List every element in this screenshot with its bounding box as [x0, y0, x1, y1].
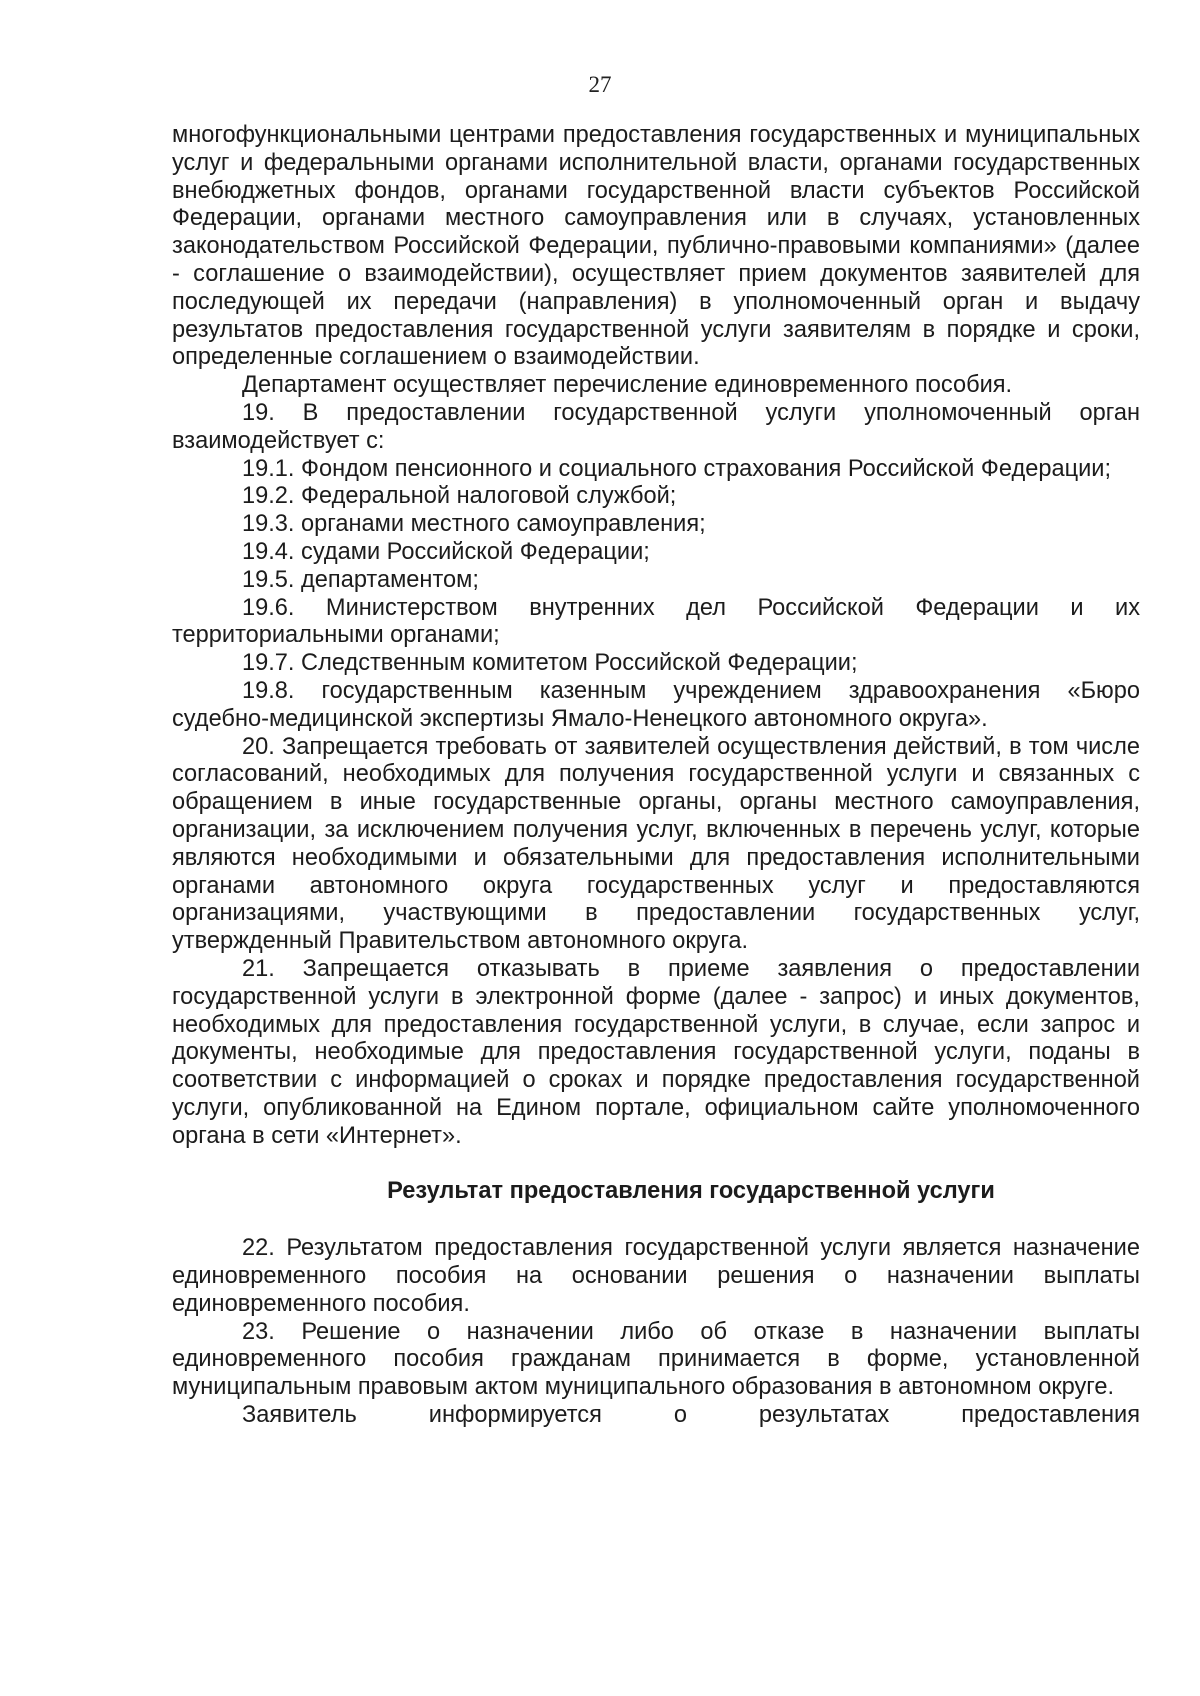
list-item: 19.8. государственным казенным учреждением здравоохранения «Бюро судебно-медицинской экспертизы Ямало-Ненецкого автономного округа». — [172, 677, 1140, 732]
paragraph: 23. Решение о назначении либо об отказе в назначении выплаты единовременного пособия гражданам принимается в форме, установленной муниципальным правовым актом муниципального образования в автономном округе. — [172, 1318, 1140, 1401]
paragraph: 21. Запрещается отказывать в приеме заявления о предоставлении государственной услуги в электронной форме (далее - запрос) и иных документов, необходимых для предоставления государственной услуги, в случае, если запрос и документы, необходимые для предоставления государственной услуги, поданы в соответствии с информацией о сроках и порядке предоставления государственной услуги, опубликованной на Едином портале, официальном сайте уполномоченного органа в сети «Интернет». — [172, 955, 1140, 1149]
list-item: 19.6. Министерством внутренних дел Российской Федерации и их территориальными органами; — [172, 594, 1140, 649]
document-body — [172, 122, 1140, 1430]
section-heading: Результат предоставления государственной услуги — [387, 1178, 995, 1205]
paragraph: Заявитель информируется о результатах предоставления — [242, 1402, 1140, 1429]
paragraph: 20. Запрещается требовать от заявителей осуществления действий, в том числе согласований, необходимых для получения государственной услуги и связанных с обращением в иные государственные органы, органы местного самоуправления, организации, за исключением получения услуг, включенных в перечень услуг, которые являются необходимыми и обязательными для предоставления исполнительными органами автономного округа государственных услуг и предоставляются организациями, участвующими в предоставлении государственных услуг, утвержденный Правительством автономного округа. — [172, 733, 1140, 955]
paragraph: Департамент осуществляет перечисление единовременного пособия. — [242, 372, 1013, 399]
page-number: 27 — [588, 72, 612, 97]
paragraph: 19. В предоставлении государственной услуги уполномоченный орган взаимодействует с: — [172, 399, 1140, 454]
list-item: 19.3. органами местного самоуправления; — [242, 511, 706, 538]
paragraph: 22. Результатом предоставления государственной услуги является назначение единовременного пособия на основании решения о назначении выплаты единовременного пособия. — [172, 1235, 1140, 1317]
list-item: 19.2. Федеральной налоговой службой; — [242, 483, 677, 510]
list-item: 19.1. Фондом пенсионного и социального страхования Российской Федерации; — [242, 455, 1112, 482]
list-item: 19.4. судами Российской Федерации; — [242, 538, 650, 565]
list-item: 19.7. Следственным комитетом Российской Федерации; — [242, 650, 858, 677]
paragraph: многофункциональными центрами предоставления государственных и муниципальных услуг и федеральными органами исполнительной власти, органами государственных внебюджетных фондов, органами государственной власти субъектов Российской Федерации, органами местного самоуправления или в случаях, установленных законодательством Российской Федерации, публично-правовыми компаниями» (далее - соглашение о взаимодействии), осуществляет прием документов заявителей для последующей их передачи (направления) в уполномоченный орган и выдачу результатов предоставления государственной услуги заявителям в порядке и сроки, определенные соглашением о взаимодействии. — [172, 122, 1140, 371]
list-item: 19.5. департаментом; — [242, 566, 479, 593]
